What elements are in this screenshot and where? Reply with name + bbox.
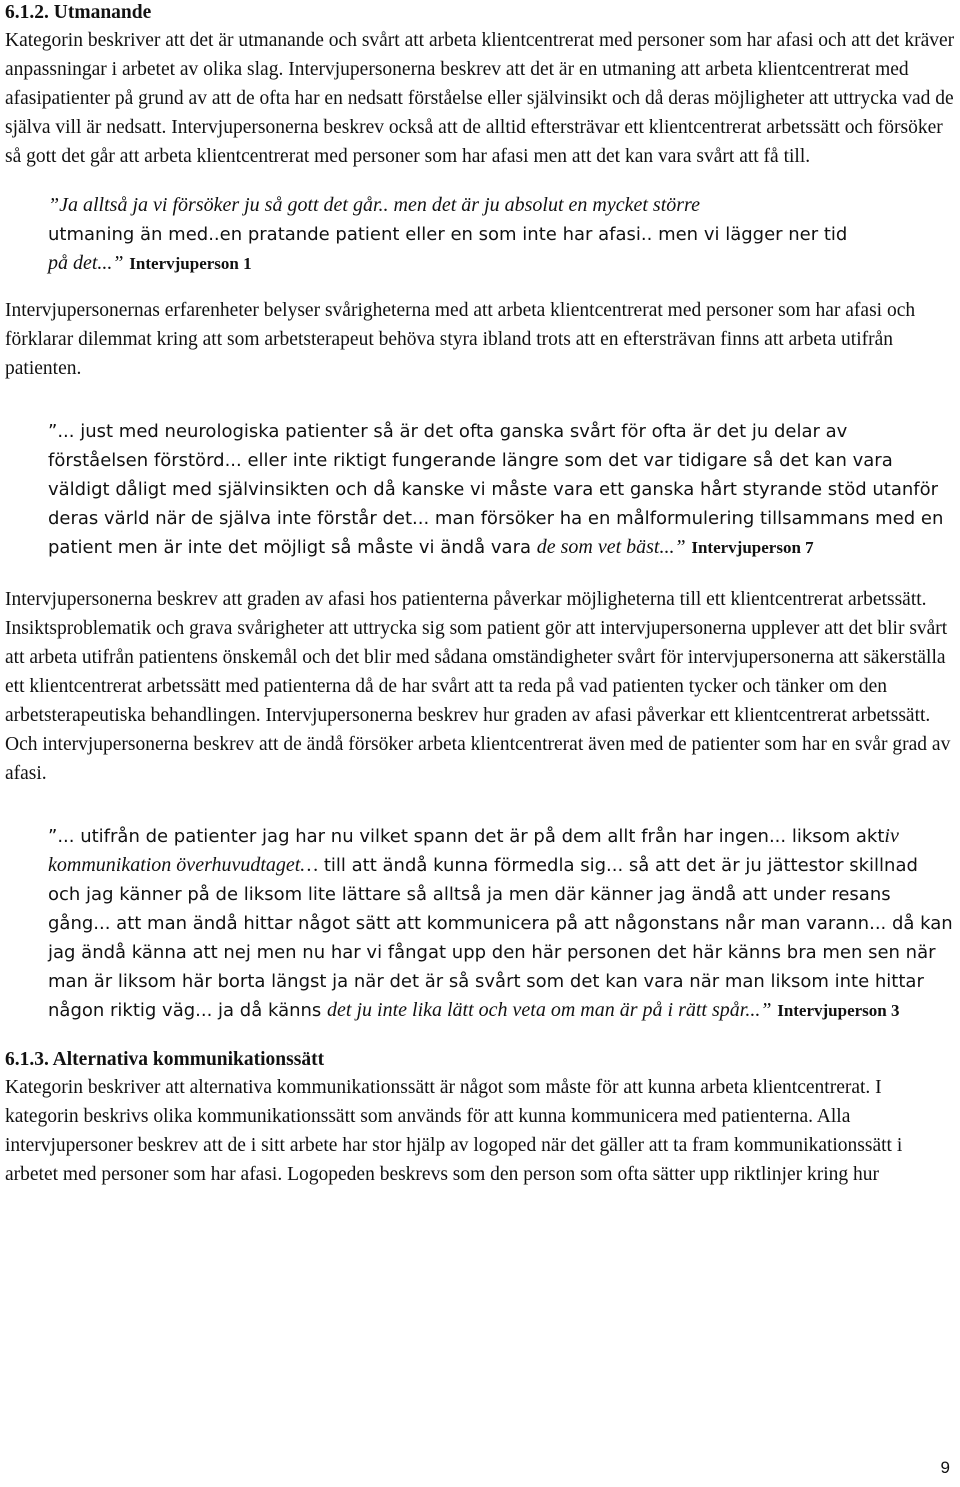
section-heading-utmanande: 6.1.2. Utmanande <box>5 2 152 23</box>
quote-3-italic-close: det ju inte lika lätt och veta om man är på i rätt spår...” <box>327 999 772 1021</box>
quote-intervjuperson-7 <box>48 417 953 562</box>
quote-2-body: ”... just med neurologiska patienter så är det ofta ganska svårt för ofta är det ju delar av förståelsen förstörd... eller inte riktigt fungerande längre som det var tidigare så det kan vara väldigt dåligt med självinsikten och då kanske vi måste vara ett ganska hårt styrande stöd utanför deras värld när de själva inte förstår det... man försöker ha en målformulering tillsammans med en patient men är inte det möjligt så måste vi ändå vara <box>48 421 944 558</box>
document-page <box>5 0 955 1189</box>
quote-3-attribution: Intervjuperson 3 <box>777 1001 900 1020</box>
paragraph-erfarenheter: Intervjupersonernas erfarenheter belyser svårigheterna med att arbeta klientcentrerat med personer som har afasi och förklarar dilemmat kring att som arbetsterapeut behöva styra ibland trots att en eftersträvan finns att arbeta utifrån patienten. <box>5 300 916 379</box>
paragraph-utmanande: Kategorin beskriver att det är utmanande och svårt att arbeta klientcentrerat med personer som har afasi och att det kräver anpassningar i arbetet av olika slag. Intervjupersonerna beskrev att det är en utmaning att arbeta klientcentrerat med afasipatienter på grund av att de ofta har en nedsatt förståelse eller självinsikt och då deras möjligheter att uttrycka vad de själva vill är nedsatt. Intervjupersonerna beskrev också att de alltid eftersträvar ett klientcentrerat arbetssätt och försöker så gott det går att arbeta klientcentrerat med personer som har afasi men att det kan vara svårt att få till. <box>5 30 955 167</box>
quote-1-italic-open: ”Ja alltså ja vi försöker ju så gott det går.. men det är ju absolut en mycket större <box>48 194 700 216</box>
paragraph-alternativa: Kategorin beskriver att alternativa kommunikationssätt är något som måste för att kunna arbeta klientcentrerat. I kategorin beskrivs olika kommunikationssätt som används för att kunna kommunicera med patienterna. Alla intervjupersoner beskrev att de i sitt arbete har stor hjälp av logoped när det gäller att ta fram kommunikationssätt i arbetet med personer som har afasi. Logopeden beskrevs som den person som ofta sätter upp riktlinjer kring hur <box>5 1077 903 1185</box>
quote-1-italic-close: på det...” <box>48 252 124 274</box>
quote-2-attribution: Intervjuperson 7 <box>691 538 814 557</box>
quote-3-body-start: ”... utifrån de patienter jag har nu vilket spann det är på dem allt från har ingen... liksom akt <box>48 826 885 847</box>
quote-1-body: utmaning än med..en pratande patient eller en som inte har afasi.. men vi lägger ner tid <box>48 224 848 245</box>
quote-intervjuperson-1 <box>48 191 953 278</box>
quote-1-attribution: Intervjuperson 1 <box>129 254 252 273</box>
quote-3-body-end: till att ändå kunna förmedla sig... så att det är ju jättestor skillnad och jag känner på de liksom lite lättare så alltså ja men där känner jag ändå att under resans gång... att man ändå hittar något sätt att kommunicera på att någonstans når man varann... då kan jag ändå känna att nej men nu har vi fångat upp den här personen det här känns bra men sen när man är liksom här borta längst ja när det är så svårt som det kan vara när man liksom inte hittar någon riktig väg... ja då känns <box>48 855 953 1021</box>
page-number: 9 <box>940 1458 950 1477</box>
quote-3-italic-mid: iv kommunikation överhuvudtaget… <box>48 825 899 876</box>
quote-intervjuperson-3 <box>48 822 953 1025</box>
paragraph-graden-av-afasi: Intervjupersonerna beskrev att graden av afasi hos patienterna påverkar möjligheterna till ett klientcentrerat arbetssätt. Insiktsproblematik och grava svårigheter att uttrycka sig som patient gör att intervjupersonerna upplever att det blir svårt att arbeta utifrån patientens önskemål och det blir med sådana omständigheter svårt för intervjupersonerna att säkerställa ett klientcentrerat arbetssätt med patienterna då de har svårt att ta reda på vad patienten tycker och tänker om den arbetsterapeutiska behandlingen. Intervjupersonerna beskrev hur graden av afasi påverkar ett klientcentrerat arbetssätt. Och intervjupersonerna beskrev att de ändå försöker arbeta klientcentrerat även med de patienter som har en svår grad av afasi. <box>5 589 951 784</box>
quote-2-italic-close: de som vet bäst...” <box>536 536 686 558</box>
section-heading-alternativa: 6.1.3. Alternativa kommunikationssätt <box>5 1049 325 1070</box>
